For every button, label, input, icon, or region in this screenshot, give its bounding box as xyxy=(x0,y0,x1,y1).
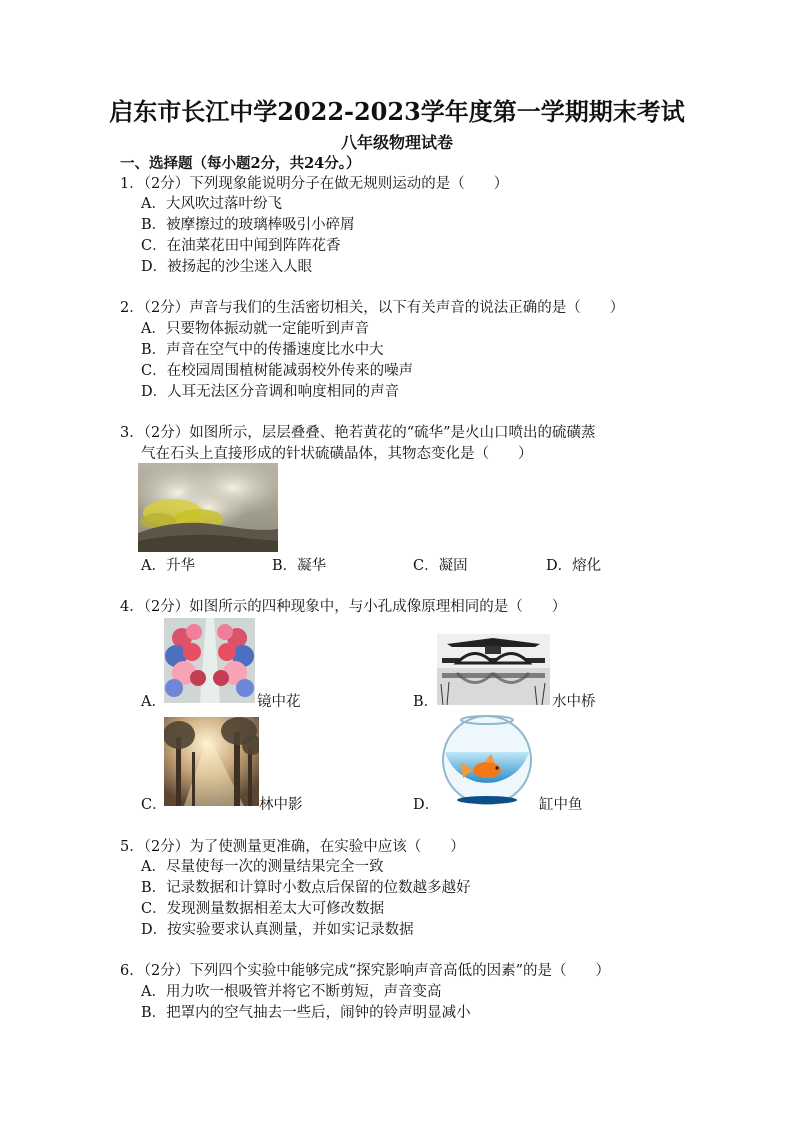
bridge-water-image xyxy=(437,634,550,705)
exam-title: 启东市长江中学2022-2023学年度第一学期期末考试 xyxy=(109,97,685,126)
question-5-option-d: D．按实验要求认真测量，并如实记录数据 xyxy=(141,922,414,938)
question-6-option-b: B．把罩内的空气抽去一些后，闹钟的铃声明显减小 xyxy=(141,1005,471,1021)
flowers-mirror-image xyxy=(164,618,255,703)
question-4-option-a-caption: 镜中花 xyxy=(257,694,301,710)
question-4-stem: 4．（2分）如图所示的四种现象中，与小孔成像原理相同的是（ ） xyxy=(120,599,567,615)
question-1-option-c: C．在油菜花田中闻到阵阵花香 xyxy=(141,238,341,254)
question-3-option-d: D．熔化 xyxy=(546,558,602,574)
question-1-option-a: A．大风吹过落叶纷飞 xyxy=(141,196,282,212)
question-2-option-d: D．人耳无法区分音调和响度相同的声音 xyxy=(141,384,400,400)
question-4-option-c-letter: C． xyxy=(141,797,167,813)
question-3-option-b: B．凝华 xyxy=(272,558,327,574)
question-4-option-d-letter: D． xyxy=(413,797,440,813)
question-4-option-b-caption: 水中桥 xyxy=(552,694,596,710)
question-4-option-d-caption: 缸中鱼 xyxy=(539,797,583,813)
forest-light-image xyxy=(164,717,259,806)
question-3-stem-line-2: 气在石头上直接形成的针状硫磺晶体，其物态变化是（ ） xyxy=(141,446,533,462)
question-4-option-c-caption: 林中影 xyxy=(259,797,303,813)
question-5-option-b: B．记录数据和计算时小数点后保留的位数越多越好 xyxy=(141,880,471,896)
question-6-stem: 6．（2分）下列四个实验中能够完成“探究影响声音高低的因素”的是（ ） xyxy=(120,963,611,979)
question-3-option-c: C．凝固 xyxy=(413,558,468,574)
section-heading: 一、选择题（每小题2分，共24分。） xyxy=(120,155,361,172)
question-4-option-a-letter: A． xyxy=(141,694,166,710)
sulfur-volcano-image xyxy=(138,463,278,552)
fishbowl-image xyxy=(437,712,537,806)
question-1-option-d: D．被扬起的沙尘迷入人眼 xyxy=(141,259,313,275)
question-5-option-c: C．发现测量数据相差太大可修改数据 xyxy=(141,901,385,917)
question-2-stem: 2．（2分）声音与我们的生活密切相关，以下有关声音的说法正确的是（ ） xyxy=(120,300,625,316)
question-6-option-a: A．用力吹一根吸管并将它不断剪短，声音变高 xyxy=(141,984,442,1000)
question-3-option-a: A．升华 xyxy=(141,558,195,574)
question-2-option-c: C．在校园周围植树能减弱校外传来的噪声 xyxy=(141,363,414,379)
question-5-stem: 5．（2分）为了使测量更准确，在实验中应该（ ） xyxy=(120,839,465,855)
exam-subtitle: 八年级物理试卷 xyxy=(340,133,453,152)
question-1-stem: 1．（2分）下列现象能说明分子在做无规则运动的是（ ） xyxy=(120,176,509,192)
question-2-option-b: B．声音在空气中的传播速度比水中大 xyxy=(141,342,384,358)
question-3-stem-line-1: 3．（2分）如图所示，层层叠叠、艳若黄花的“硫华”是火山口喷出的硫磺蒸 xyxy=(120,425,596,441)
question-4-option-b-letter: B． xyxy=(413,694,439,710)
question-1-option-b: B．被摩擦过的玻璃棒吸引小碎屑 xyxy=(141,217,355,233)
question-5-option-a: A．尽量使每一次的测量结果完全一致 xyxy=(141,859,384,875)
question-2-option-a: A．只要物体振动就一定能听到声音 xyxy=(141,321,369,337)
